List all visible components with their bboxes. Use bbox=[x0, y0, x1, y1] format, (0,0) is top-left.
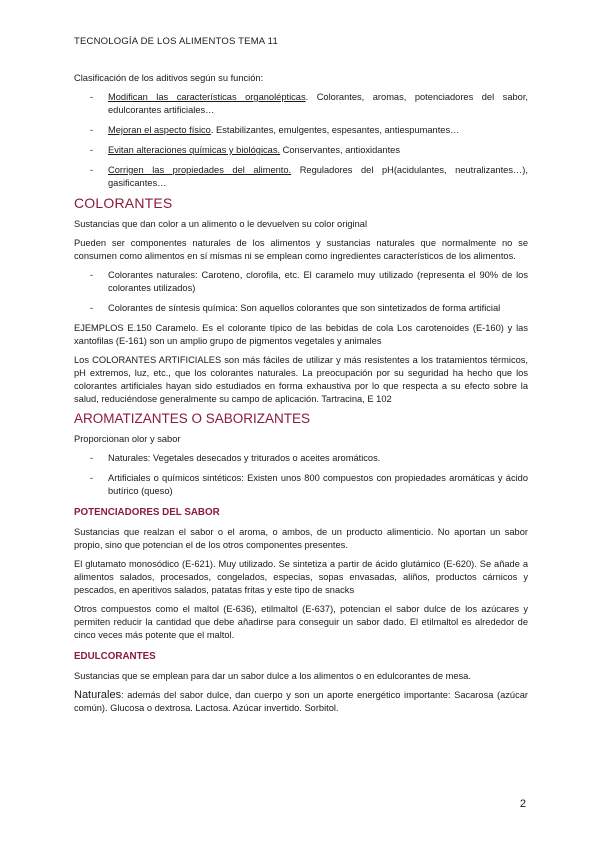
list-item-emphasis: Mejoran el aspecto físico bbox=[108, 125, 211, 135]
list-item-text: Conservantes, antioxidantes bbox=[280, 145, 400, 155]
paragraph-naturales bbox=[74, 689, 528, 715]
classification-list bbox=[74, 91, 528, 190]
classification-intro: Clasificación de los aditivos según su función: bbox=[74, 73, 264, 83]
list-item-emphasis: Evitan alteraciones químicas y biológicas. bbox=[108, 145, 281, 155]
list-item: - Mejoran el aspecto físico. Estabilizantes, emulgentes, espesantes, antiespumantes… bbox=[90, 125, 460, 135]
list-item: - Evitan alteraciones químicas y biológicas. Conservantes, antioxidantes bbox=[90, 145, 400, 155]
list-item: - Colorantes de síntesis química: Son aquellos colorantes que son sintetizados de forma artificial bbox=[90, 303, 501, 313]
page-number: 2 bbox=[519, 798, 526, 810]
colorantes-list bbox=[74, 269, 528, 315]
paragraph: Pueden ser componentes naturales de los alimentos y sustancias naturales que normalmente no se consumen como alimentos en sí mismas ni se emplean como ingredientes característicos de los alimentos. bbox=[74, 238, 528, 261]
section-heading-colorantes: COLORANTES bbox=[74, 195, 173, 211]
paragraph: Sustancias que realzan el sabor o el aroma, o ambos, de un producto alimenticio. No aportan un sabor propio, sino que potencian el de los otros componentes presentes. bbox=[74, 527, 528, 550]
list-item-text: Colorantes naturales: Caroteno, clorofila, etc. El caramelo muy utilizado (representa el 90% de los colorantes utilizados) bbox=[108, 270, 528, 293]
list-item-text: Naturales: Vegetales desecados y triturados o aceites aromáticos. bbox=[108, 453, 381, 463]
paragraph: Los COLORANTES ARTIFICIALES son más fáciles de utilizar y más resistentes a los tratamientos térmicos, pH extremos, luz, etc., que los colorantes naturales. La preocupación por su seguridad ha hecho que los colorantes artificiales hayan sido estudiados en forma exhaustiva por lo que respecta a su efecto sobre la salud, reduciéndose generalmente su campo de aplicación. Tartracina, E 102 bbox=[74, 355, 528, 404]
list-item: - Colorantes naturales: Caroteno, clorofila, etc. El caramelo muy utilizado (representa el 90% de los colorantes utilizados) bbox=[90, 270, 528, 293]
list-item-text: . Estabilizantes, emulgentes, espesantes, antiespumantes… bbox=[210, 125, 460, 135]
paragraph: Otros compuestos como el maltol (E-636), etilmaltol (E-637), potencian el sabor dulce de los azúcares y permiten reducir la cantidad que debe añadirse para conseguir un sabor dado. El etilmaltol es alrededor de cinco veces más potente que el maltol. bbox=[74, 604, 528, 640]
section-heading-potenciadores: POTENCIADORES DEL SABOR bbox=[74, 507, 220, 518]
section-heading-aromatizantes: AROMATIZANTES O SABORIZANTES bbox=[74, 411, 311, 426]
list-item-text: Artificiales o químicos sintéticos: Existen unos 800 compuestos con propiedades aromáticas y ácido butírico (queso) bbox=[108, 473, 528, 496]
paragraph: Proporcionan olor y sabor bbox=[74, 434, 181, 444]
paragraph: El glutamato monosódico (E-621). Muy utilizado. Se sintetiza a partir de ácido glutámico (E-620). Se añade a alimentos salados, procesados, congelados, especias, sopas envasadas, aliños, productos cárnicos y pescados, en aperitivos salados, patatas fritas y este tipo de snacks bbox=[74, 559, 528, 595]
paragraph: Sustancias que dan color a un alimento o le devuelven su color original bbox=[74, 219, 368, 229]
naturales-label: Naturales bbox=[74, 689, 122, 701]
list-item: - Naturales: Vegetales desecados y triturados o aceites aromáticos. bbox=[90, 453, 381, 463]
paragraph: EJEMPLOS E.150 Caramelo. Es el colorante típico de las bebidas de cola Los carotenoides (E-160) y las xantofilas (E-161) son un amplio grupo de pigmentos vegetales y animales bbox=[74, 323, 528, 346]
list-item-text: . Colorantes, aromas, potenciadores del sabor, edulcorantes artificiales… bbox=[108, 92, 528, 115]
list-item-emphasis: Corrigen las propiedades del alimento. bbox=[108, 165, 292, 175]
paragraph: Sustancias que se emplean para dar un sabor dulce a los alimentos o en edulcorantes de mesa. bbox=[74, 671, 471, 681]
document-header: TECNOLOGÍA DE LOS ALIMENTOS TEMA 11 bbox=[74, 36, 278, 47]
list-item: - Corrigen las propiedades del alimento. Reguladores del pH(acidulantes, neutralizantes…), gasificantes… bbox=[90, 165, 528, 188]
section-heading-edulcorantes: EDULCORANTES bbox=[74, 651, 156, 662]
list-item-text: Reguladores del pH(acidulantes, neutralizantes…), gasificantes… bbox=[108, 165, 528, 188]
list-item-text: Colorantes de síntesis química: Son aquellos colorantes que son sintetizados de forma artificial bbox=[108, 303, 501, 313]
list-item-emphasis: Modifican las características organolépticas bbox=[108, 92, 306, 102]
list-item: - Artificiales o químicos sintéticos: Existen unos 800 compuestos con propiedades aromáticas y ácido butírico (queso) bbox=[90, 473, 528, 496]
list-item: - Modifican las características organolépticas. Colorantes, aromas, potenciadores del sabor, edulcorantes artificiales… bbox=[90, 92, 528, 115]
aromatizantes-list bbox=[74, 452, 528, 498]
naturales-text: : además del sabor dulce, dan cuerpo y son un aporte energético importante: Sacarosa (azúcar común). Glucosa o dextrosa. Lactosa. Azúcar invertido. Sorbitol. bbox=[74, 690, 528, 713]
document-body bbox=[74, 72, 528, 721]
